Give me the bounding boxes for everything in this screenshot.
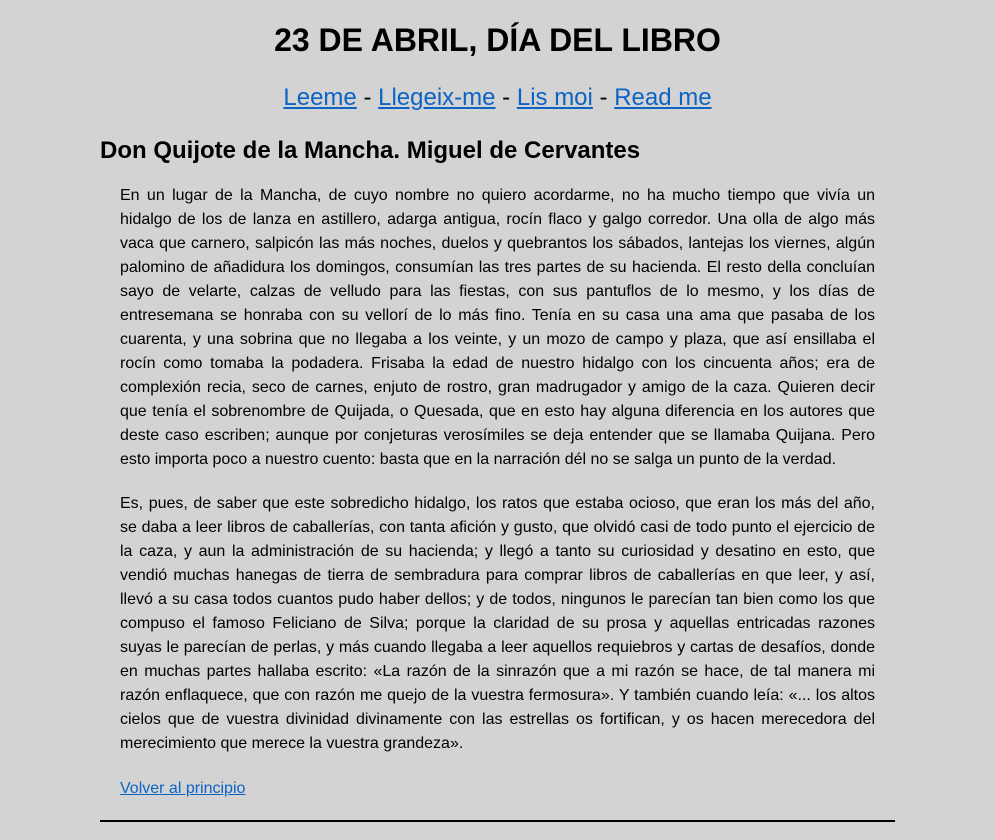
lang-link-english[interactable]: Read me [614, 84, 712, 111]
book-title: Don Quijote de la Mancha. Miguel de Cervantes [100, 137, 641, 164]
paragraph: En un lugar de la Mancha, de cuyo nombre no quiero acordarme, no ha mucho tiempo que vivía un hidalgo de los de lanza en astillero, adarga antigua, rocín flaco y galgo corredor. Una olla de algo más vaca que carnero, salpicón las más noches, duelos y quebrantos los sábados, lantejas los viernes, algún palomino de añadidura los domingos, consumían las tres partes de su hacienda. El resto della concluían sayo de velarte, calzas de velludo para las fiestas, con sus pantuflos de lo mesmo, y los días de entresemana se honraba con su vellorí de lo más fino. Tenía en su casa una ama que pasaba de los cuarenta, y una sobrina que no llegaba a los veinte, y un mozo de campo y plaza, que así ensillaba el rocín como tomaba la podadera. Frisaba la edad de nuestro hidalgo con los cincuenta años; era de complexión recia, seco de carnes, enjuto de rostro, gran madrugador y amigo de la caza. Quieren decir que tenía el sobrenombre de Quijada, o Quesada, que en esto hay alguna diferencia en los autores que deste caso escriben; aunque por conjeturas verosímiles se deja entender que se llamaba Quijana. Pero esto importa poco a nuestro cuento: basta que en la narración dél no se salga un punto de la verdad. [120, 187, 875, 468]
back-to-top-link[interactable]: Volver al principio [120, 780, 246, 797]
nav-separator: - [363, 84, 372, 111]
language-nav [0, 82, 995, 114]
divider [100, 820, 895, 822]
paragraph: Es, pues, de saber que este sobredicho hidalgo, los ratos que estaba ocioso, que eran los más del año, se daba a leer libros de caballerías, con tanta afición y gusto, que olvidó casi de todo punto el ejercicio de la caza, y aun la administración de su hacienda; y llegó a tanto su curiosidad y desatino en esto, que vendió muchas hanegas de tierra de sembradura para comprar libros de caballerías en que leer, y así, llevó a su casa todos cuantos pudo haber dellos; y de todos, ningunos le parecían tan bien como los que compuso el famoso Feliciano de Silva; porque la claridad de su prosa y aquellas entricadas razones suyas le parecían de perlas, y más cuando llegaba a leer aquellos requiebros y cartas de desafíos, donde en muchas partes hallaba escrito: «La razón de la sinrazón que a mi razón se hace, de tal manera mi razón enflaquece, que con razón me quejo de la vuestra fermosura». Y también cuando leía: «... los altos cielos que de vuestra divinidad divinamente con las estrellas os fortifican, y os hacen merecedora del merecimiento que merece la vuestra grandeza». [120, 495, 875, 752]
lang-link-french[interactable]: Lis moi [516, 84, 593, 111]
page-title: 23 DE ABRIL, DÍA DEL LIBRO [274, 22, 721, 58]
article-body [120, 184, 875, 776]
nav-separator: - [502, 84, 511, 111]
nav-separator: - [599, 84, 608, 111]
lang-link-spanish[interactable]: Leeme [283, 84, 357, 111]
lang-link-catalan[interactable]: Llegeix-me [378, 84, 496, 111]
